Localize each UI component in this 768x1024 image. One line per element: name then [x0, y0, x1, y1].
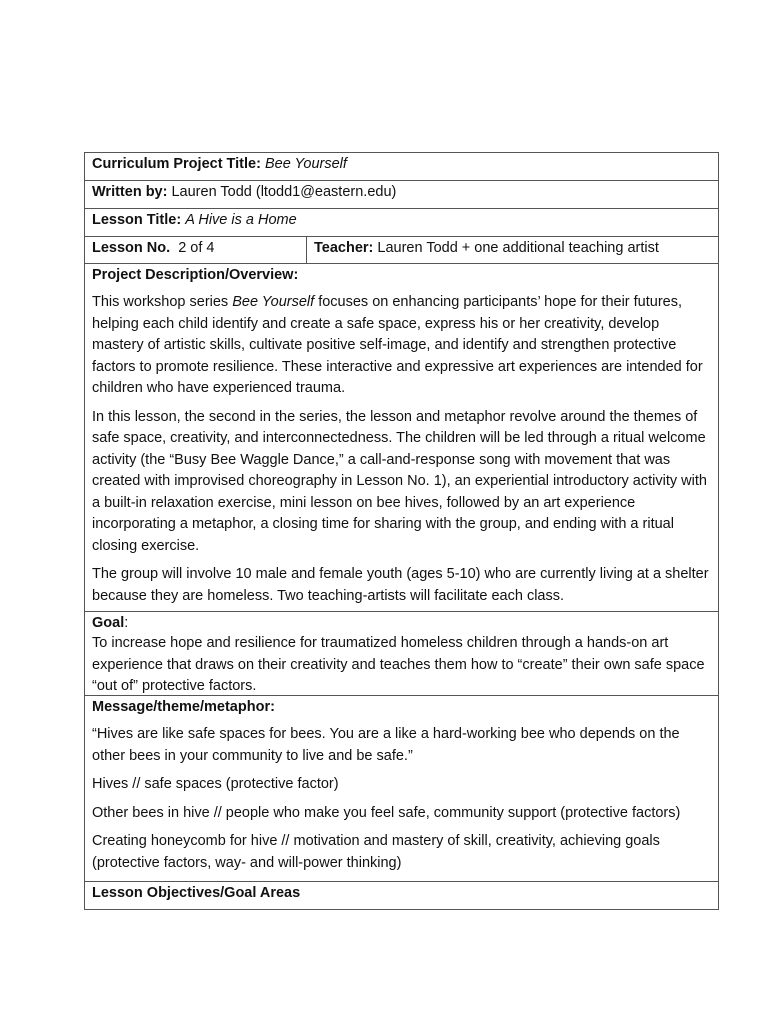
message-line-2: Other bees in hive // people who make you feel safe, community support (protective factors)	[92, 804, 681, 821]
curriculum-title-value: Bee Yourself	[264, 156, 347, 172]
curriculum-title-row	[85, 153, 718, 181]
objectives-row	[85, 882, 718, 909]
teacher-value: Lauren Todd + one additional teaching artist	[377, 240, 659, 256]
message-row	[85, 696, 718, 882]
teacher-label: Teacher:	[314, 240, 374, 256]
lesson-no-label: Lesson No.	[92, 240, 171, 256]
description-paragraph-3: The group will involve 10 male and female youth (ages 5-10) who are currently living at a shelter because they are homeless. Two teaching-artists will facilitate each class.	[92, 566, 709, 604]
teacher-cell	[307, 237, 718, 263]
goal-text: To increase hope and resilience for traumatized homeless children through a hands-on art experience that draws on their creativity and teaches them how to “create” their own safe space “out of” protective factors.	[92, 635, 705, 694]
lesson-no-cell	[85, 237, 307, 263]
written-by-label: Written by:	[92, 184, 168, 200]
written-by-row	[85, 181, 718, 209]
project-description-heading: Project Description/Overview:	[92, 267, 299, 283]
written-by-value: Lauren Todd (ltodd1@eastern.edu)	[171, 184, 397, 200]
description-p1-pre: This workshop series	[92, 294, 233, 310]
goal-heading-colon: :	[124, 615, 129, 631]
lesson-title-row	[85, 209, 718, 237]
goal-row	[85, 612, 718, 696]
goal-heading-line	[92, 612, 711, 633]
lesson-title-label: Lesson Title:	[92, 212, 182, 228]
curriculum-title-label: Curriculum Project Title:	[92, 156, 261, 172]
lesson-title-value: A Hive is a Home	[185, 212, 297, 228]
message-heading: Message/theme/metaphor:	[92, 699, 275, 715]
description-p1-post: focuses on enhancing participants’ hope for their futures, helping each child identify and create a safe space, express his or her creativity, develop mastery of artistic skills, cultivate positive self-image, and identify and strengthen protective factors to promote resilience. These interactive and expressive art experiences are intended for children who have experienced trauma.	[92, 294, 703, 396]
message-line-3: Creating honeycomb for hive // motivation and mastery of skill, creativity, achieving goals (protective factors, way- and will-power thinking)	[92, 833, 660, 871]
lesson-plan-table	[84, 152, 719, 910]
project-description-row	[85, 264, 718, 612]
lesson-no-teacher-row	[85, 237, 718, 264]
objectives-heading: Lesson Objectives/Goal Areas	[92, 885, 301, 901]
description-p1-emphasis: Bee Yourself	[232, 294, 315, 310]
message-line-1: Hives // safe spaces (protective factor)	[92, 776, 339, 792]
message-quote: “Hives are like safe spaces for bees. You are a like a hard-working bee who depends on the other bees in your community to live and be safe.”	[92, 726, 680, 764]
lesson-no-value: 2 of 4	[178, 240, 215, 256]
description-paragraph-1	[92, 292, 711, 400]
description-paragraph-2: In this lesson, the second in the series, the lesson and metaphor revolve around the themes of safe space, creativity, and interconnectedness. The children will be led through a ritual welcome activity (the “Busy Bee Waggle Dance,” a call-and-response song with movement that was created with improvised choreography in Lesson No. 1), an experiential introductory activity with a built-in relaxation exercise, mini lesson on bee hives, followed by an art experience incorporating a metaphor, a closing time for sharing with the group, and ending with a ritual closing exercise.	[92, 408, 707, 554]
goal-heading: Goal	[92, 615, 125, 631]
